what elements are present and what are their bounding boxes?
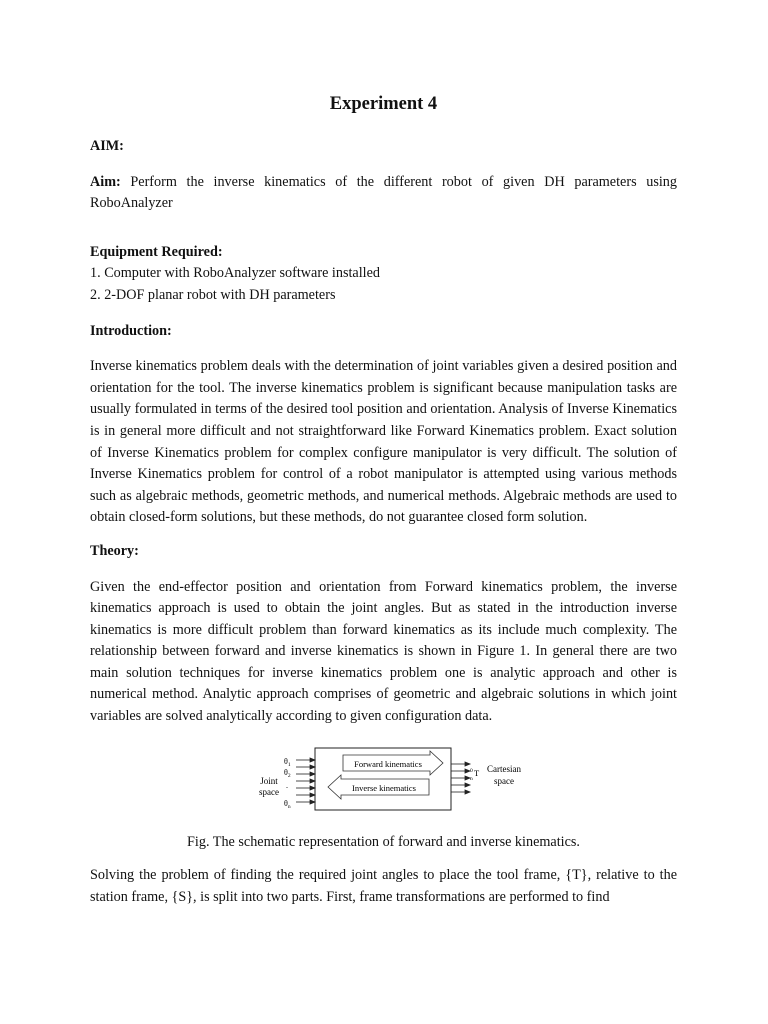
page-title: Experiment 4 xyxy=(329,94,438,114)
document-page xyxy=(90,92,677,920)
transform-symbol: T xyxy=(474,767,480,778)
equipment-heading: Equipment Required: xyxy=(90,243,223,260)
theta-n-label: $\theta_n$ xyxy=(284,798,291,810)
aim-label: Aim: xyxy=(90,173,121,190)
figure-caption: Fig. The schematic representation of forward and inverse kinematics. xyxy=(187,833,580,850)
forward-kinematics-label: Forward kinematics xyxy=(354,758,422,769)
aim-heading: AIM: xyxy=(90,138,124,154)
kinematics-diagram xyxy=(90,740,677,832)
joint-space-label-2: space xyxy=(259,786,279,797)
closing-paragraph: Solving the problem of finding the required joint angles to place the tool frame, {T}, relative to the station frame, {S}, is split into two parts. First, frame transformations are performed to find xyxy=(90,867,677,905)
theta-2-label: $\theta_2$ xyxy=(284,767,291,779)
aim-text: Perform the inverse kinematics of the different robot of given DH parameters using RoboAnalyzer xyxy=(90,173,677,212)
theta-1-label: $\theta_1$ xyxy=(284,756,291,768)
theta-dot-label: . xyxy=(286,780,288,790)
inverse-kinematics-label: Inverse kinematics xyxy=(352,782,416,793)
cartesian-output-arrows xyxy=(451,762,470,794)
transform-superscript: 0 xyxy=(470,767,473,774)
introduction-paragraph: Inverse kinematics problem deals with the determination of joint variables given a desired position and orientation for the tool. The inverse kinematics problem is significant because manipulation tasks are usually formulated in terms of the desired tool position and orientation. Analysis of Inverse Kinematics is in general more difficult and not straightforward like Forward Kinematics problem. Exact solution of Inverse Kinematics problem for complex configure manipulator is very difficult. The solution of Inverse Kinematics problem for control of a robot manipulator is attempted using various methods such as algebraic methods, geometric methods, and numerical methods. Algebraic methods are used to obtain closed-form solutions, but these methods, do not guarantee closed form solution. xyxy=(90,358,677,526)
equipment-item: 1. Computer with RoboAnalyzer software installed xyxy=(90,265,380,282)
joint-input-arrows xyxy=(296,758,315,804)
aim-paragraph xyxy=(90,172,677,215)
transform-subscript: n xyxy=(470,775,473,782)
kinematics-figure xyxy=(90,740,677,832)
theory-paragraph: Given the end-effector position and orientation from Forward kinematics problem, the inverse kinematics approach is used to obtain the joint angles. But as stated in the introduction inverse kinematics is more difficult problem than forward kinematics as its include much complexity. The relationship between forward and inverse kinematics is shown in Figure 1. In general there are two main solution techniques for inverse kinematics problem one is analytic approach and other is numerical method. Analytic approach comprises of geometric and algebraic solutions in which joint variables are solved analytically according to given configuration data. xyxy=(90,578,677,725)
equipment-list xyxy=(90,263,677,306)
cartesian-space-label-1: Cartesian xyxy=(487,763,521,774)
introduction-heading: Introduction: xyxy=(90,322,172,339)
equipment-item: 2. 2-DOF planar robot with DH parameters xyxy=(90,286,336,303)
joint-space-label-1: Joint xyxy=(260,775,278,786)
cartesian-space-label-2: space xyxy=(494,775,514,786)
theory-heading: Theory: xyxy=(90,542,139,559)
